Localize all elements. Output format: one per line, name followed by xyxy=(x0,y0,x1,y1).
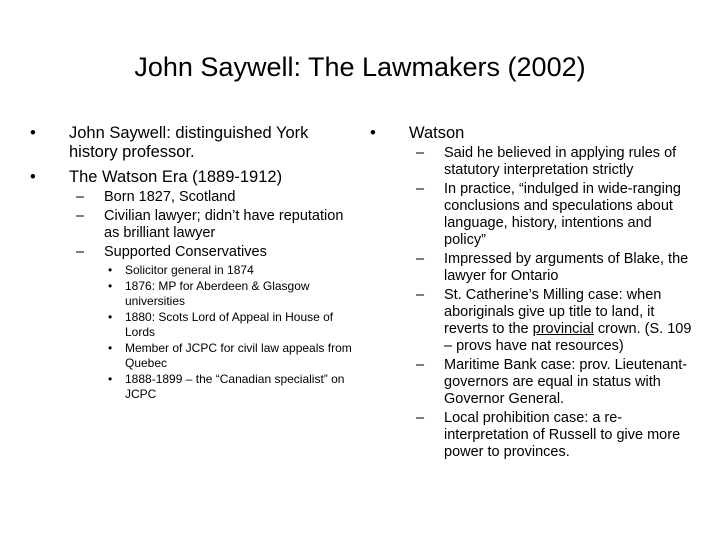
dash-marker: – xyxy=(416,287,425,303)
sub-sub-list xyxy=(104,263,355,402)
sub-sub-item-text: Member of JCPC for civil law appeals from Quebec xyxy=(125,341,352,370)
sub-item-text: Maritime Bank case: prov. Lieutenant-governors are equal in status with Governor General. xyxy=(444,357,688,407)
bullet-marker: • xyxy=(108,263,113,277)
bullet-text: The Watson Era (1889-1912) xyxy=(69,168,283,186)
dash-marker: – xyxy=(76,189,85,205)
sub-sub-item-text: 1888-1899 – the “Canadian specialist” on JCPC xyxy=(125,372,345,401)
bullet-item xyxy=(30,168,355,402)
sub-item-text: Said he believed in applying rules of statutory interpretation strictly xyxy=(444,145,677,178)
sub-item xyxy=(76,189,355,206)
sub-sub-item xyxy=(108,279,355,309)
dash-marker: – xyxy=(76,244,85,260)
sub-sub-item xyxy=(108,310,355,340)
sub-sub-item-text: 1880: Scots Lord of Appeal in House of Lords xyxy=(125,310,334,339)
sub-sub-item xyxy=(108,372,355,402)
sub-sub-item-text: 1876: MP for Aberdeen & Glasgow universities xyxy=(125,279,310,308)
sub-item xyxy=(416,145,695,179)
sub-item xyxy=(76,244,355,402)
bullet-marker: • xyxy=(370,124,376,142)
sub-item-text: Local prohibition case: a re-interpretation of Russell to give more power to provinces. xyxy=(444,410,681,460)
bullet-marker: • xyxy=(108,279,113,293)
sub-item xyxy=(416,287,695,355)
dash-marker: – xyxy=(416,145,425,161)
bullet-item xyxy=(370,124,695,461)
sub-item xyxy=(416,410,695,461)
bullet-marker: • xyxy=(30,168,36,186)
sub-item xyxy=(416,251,695,285)
bullet-text: Watson xyxy=(409,124,465,142)
sub-item-text-part: St. Catherine’s Milling case: when aboriginals give up title to land, it reverts to the xyxy=(444,287,662,337)
sub-sub-item xyxy=(108,263,355,278)
dash-marker: – xyxy=(76,208,85,224)
bullet-item xyxy=(30,124,355,162)
sub-sub-item-text: Solicitor general in 1874 xyxy=(125,263,254,277)
right-column xyxy=(370,124,695,467)
bullet-marker: • xyxy=(108,372,113,386)
dash-marker: – xyxy=(416,410,425,426)
sub-item-text xyxy=(444,287,691,354)
sub-item-text: In practice, “indulged in wide-ranging conclusions and speculations about language, history, intentions and policy” xyxy=(444,181,681,248)
sub-item xyxy=(416,357,695,408)
underlined-term: provincial xyxy=(532,321,594,337)
sub-item-text: Supported Conservatives xyxy=(104,244,267,260)
sub-list xyxy=(409,145,695,461)
sub-item-text: Impressed by arguments of Blake, the lawyer for Ontario xyxy=(444,251,689,284)
sub-item-text: Civilian lawyer; didn’t have reputation as brilliant lawyer xyxy=(104,208,344,241)
slide-title: John Saywell: The Lawmakers (2002) xyxy=(134,52,586,82)
left-column xyxy=(30,124,355,408)
bullet-marker: • xyxy=(108,310,113,324)
bullet-marker: • xyxy=(30,124,36,142)
dash-marker: – xyxy=(416,181,425,197)
dash-marker: – xyxy=(416,357,425,373)
sub-item xyxy=(416,181,695,249)
sub-item-text: Born 1827, Scotland xyxy=(104,189,236,205)
dash-marker: – xyxy=(416,251,425,267)
sub-item-text-part: crown. (S. 109 – provs have nat resources) xyxy=(444,321,692,354)
bullet-text: John Saywell: distinguished York history professor. xyxy=(69,124,309,161)
sub-sub-item xyxy=(108,341,355,371)
sub-list xyxy=(69,189,355,402)
sub-item xyxy=(76,208,355,242)
bullet-marker: • xyxy=(108,341,113,355)
